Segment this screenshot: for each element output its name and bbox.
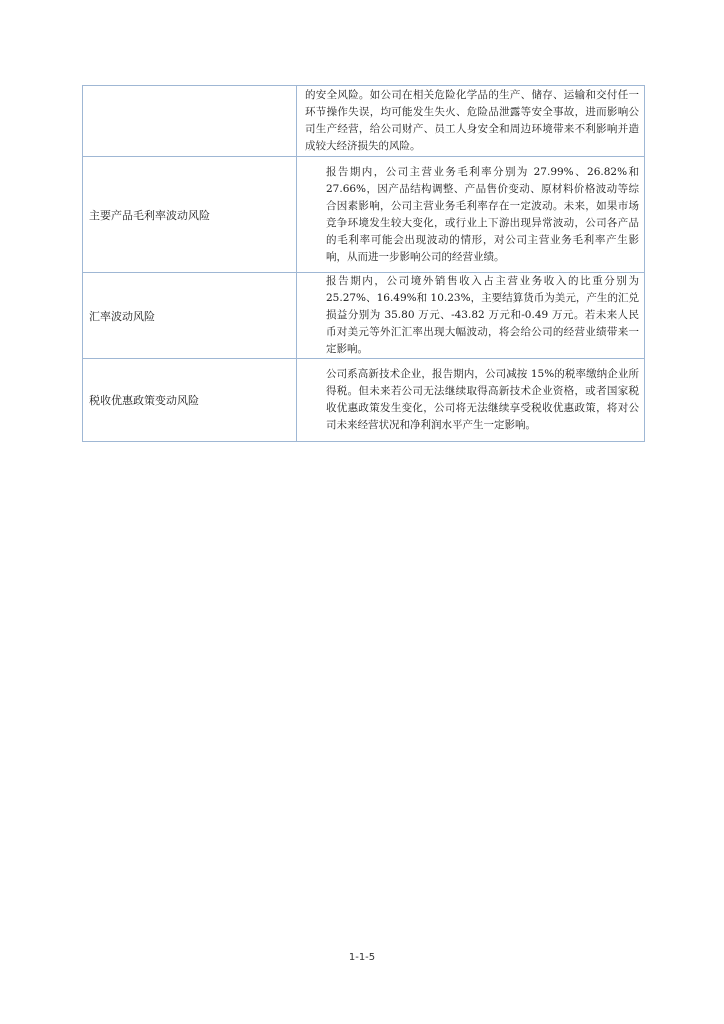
table-row	[83, 86, 645, 157]
risk-name-cell	[83, 86, 297, 157]
page-number: 1-1-5	[348, 952, 376, 963]
risk-name-cell: 税收优惠政策变动风险	[83, 359, 297, 442]
risk-description-cell	[297, 273, 645, 359]
risk-description-cell	[297, 157, 645, 273]
risk-factor-table	[82, 85, 645, 442]
risk-description-cell	[297, 86, 645, 157]
table-row	[83, 359, 645, 442]
risk-description-text: 报告期内，公司境外销售收入占主营业务收入的比重分别为 25.27%、16.49%和 10.23%，主要结算货币为美元，产生的汇兑损益分别为 35.80 万元、-43.82 万元和-0.49 万元。若未来人民币对美元等外汇汇率出现大幅波动，将会给公司的经营业绩带来一定影响。	[326, 275, 639, 355]
risk-name-cell: 主要产品毛利率波动风险	[83, 157, 297, 273]
risk-description-cell	[297, 359, 645, 442]
table-row	[83, 157, 645, 273]
risk-description-text: 报告期内，公司主营业务毛利率分别为 27.99%、26.82%和 27.66%，因产品结构调整、产品售价变动、原材料价格波动等综合因素影响，公司主营业务毛利率存在一定波动。未来，如果市场竞争环境发生较大变化，或行业上下游出现异常波动，公司各产品的毛利率可能会出现波动的情形，对公司主营业务毛利率产生影响，从而进一步影响公司的经营业绩。	[326, 165, 639, 263]
risk-description-text: 公司系高新技术企业，报告期内，公司减按 15%的税率缴纳企业所得税。但未来若公司无法继续取得高新技术企业资格，或者国家税收优惠政策发生变化，公司将无法继续享受税收优惠政策，将对公司未来经营状况和净利润水平产生一定影响。	[326, 368, 639, 431]
risk-name-cell: 汇率波动风险	[83, 273, 297, 359]
table-row	[83, 273, 645, 359]
risk-description-text: 的安全风险。如公司在相关危险化学品的生产、储存、运输和交付任一环节操作失误，均可能发生失火、危险品泄露等安全事故，进而影响公司生产经营，给公司财产、员工人身安全和周边环境带来不利影响并造成较大经济损失的风险。	[305, 89, 639, 152]
